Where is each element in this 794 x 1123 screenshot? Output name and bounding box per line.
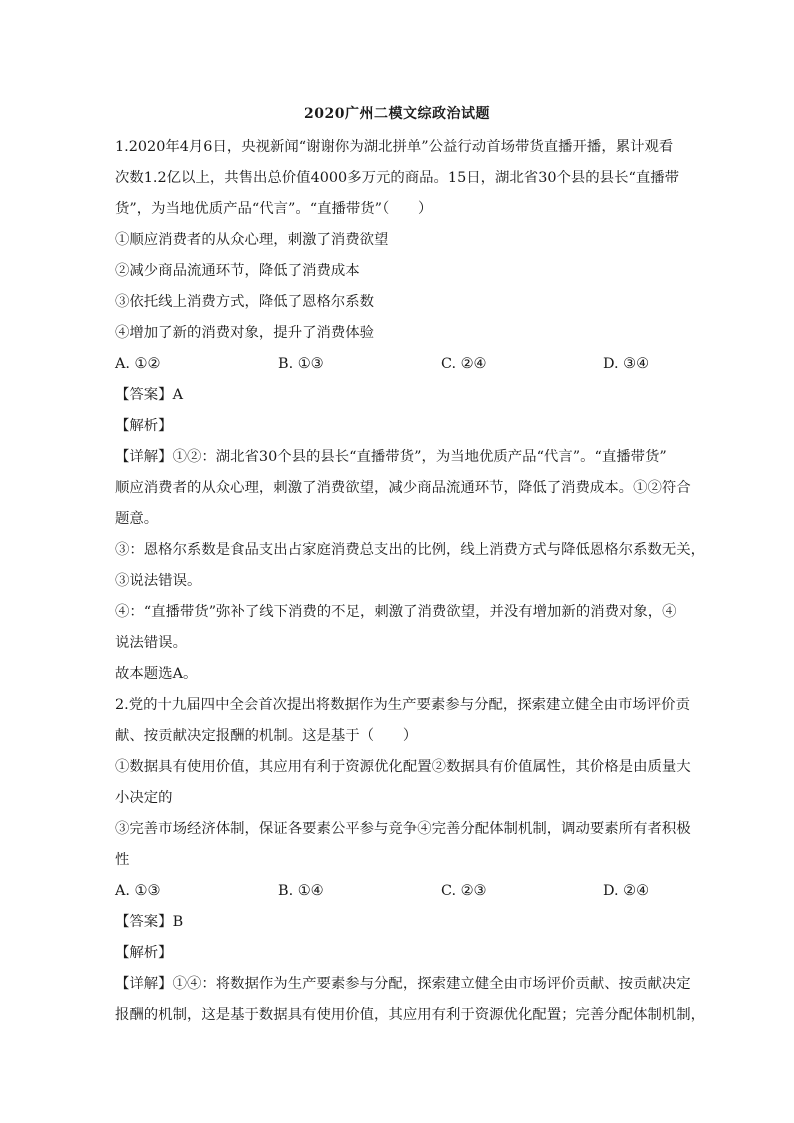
q1-statement: ①顺应消费者的从众心理，刺激了消费欲望 — [115, 232, 389, 248]
q2-answer: 【答案】B — [115, 914, 184, 930]
question-2 — [115, 690, 706, 1031]
question-1 — [115, 132, 706, 690]
q2-option-c: C. ②③ — [441, 883, 487, 899]
q2-statement: 性 — [115, 852, 130, 868]
q2-option-d: D. ②④ — [603, 883, 649, 899]
q2-detail-line: 【详解】①④：将数据作为生产要素参与分配，探索建立健全由市场评价贡献、按贡献决定 — [115, 976, 691, 992]
q1-option-d: D. ③④ — [603, 356, 649, 372]
q1-option-a: A. ①② — [115, 356, 161, 372]
q2-analysis-label: 【解析】 — [115, 945, 173, 961]
q1-detail-line: ④：“直播带货”弥补了线下消费的不足，刺激了消费欲望，并没有增加新的消费对象，④ — [115, 604, 677, 620]
q1-stem-line: 1.2020年4月6日，央视新闻“谢谢你为湖北拼单”公益行动首场带货直播开播，累计观看 — [115, 139, 674, 155]
q2-option-a: A. ①③ — [115, 883, 161, 899]
q2-options — [115, 876, 685, 907]
q2-statement: ③完善市场经济体制，保证各要素公平参与竞争④完善分配体制机制，调动要素所有者积极 — [115, 821, 691, 837]
q1-analysis-label: 【解析】 — [115, 418, 173, 434]
q1-statement: ③依托线上消费方式，降低了恩格尔系数 — [115, 294, 375, 310]
document-title: 2020广州二模文综政治试题 — [304, 106, 490, 122]
q2-stem-line: 2.党的十九届四中全会首次提出将数据作为生产要素参与分配，探索建立健全由市场评价贡 — [115, 697, 690, 713]
q1-options — [115, 349, 685, 380]
q1-stem-line: 货”，为当地优质产品“代言”。“直播带货”（ ） — [115, 201, 433, 217]
q2-option-b: B. ①④ — [278, 883, 324, 899]
q2-statement: 小决定的 — [115, 790, 173, 806]
q1-detail-line: 顺应消费者的从众心理，刺激了消费欲望，减少商品流通环节，降低了消费成本。①②符合 — [115, 480, 691, 496]
q1-detail-line: 说法错误。 — [115, 635, 187, 651]
q1-detail-line: ③说法错误。 — [115, 573, 202, 589]
document-body — [115, 132, 706, 1031]
q2-detail-line: 报酬的机制，这是基于数据具有使用价值，其应用有利于资源优化配置；完善分配体制机制， — [115, 1007, 706, 1023]
q2-stem-line: 献、按贡献决定报酬的机制。这是基于（ ） — [115, 728, 418, 744]
q1-statement: ④增加了新的消费对象，提升了消费体验 — [115, 325, 375, 341]
q2-statement: ①数据具有使用价值，其应用有利于资源优化配置②数据具有价值属性，其价格是由质量大 — [115, 759, 691, 775]
q1-statement: ②减少商品流通环节，降低了消费成本 — [115, 263, 360, 279]
q1-detail-line: 【详解】①②：湖北省30个县的县长“直播带货”，为当地优质产品“代言”。“直播带货” — [115, 449, 667, 465]
q1-detail-line: 题意。 — [115, 511, 159, 527]
q1-detail-line: ③：恩格尔系数是食品支出占家庭消费总支出的比例，线上消费方式与降低恩格尔系数无关， — [115, 542, 706, 558]
q1-option-c: C. ②④ — [441, 356, 487, 372]
q1-answer: 【答案】A — [115, 387, 183, 403]
q1-stem-line: 次数1.2亿以上，共售出总价值4000多万元的商品。15日，湖北省30个县的县长“直播带 — [115, 170, 679, 186]
q1-option-b: B. ①③ — [278, 356, 324, 372]
q1-detail-line: 故本题选A。 — [115, 666, 198, 682]
